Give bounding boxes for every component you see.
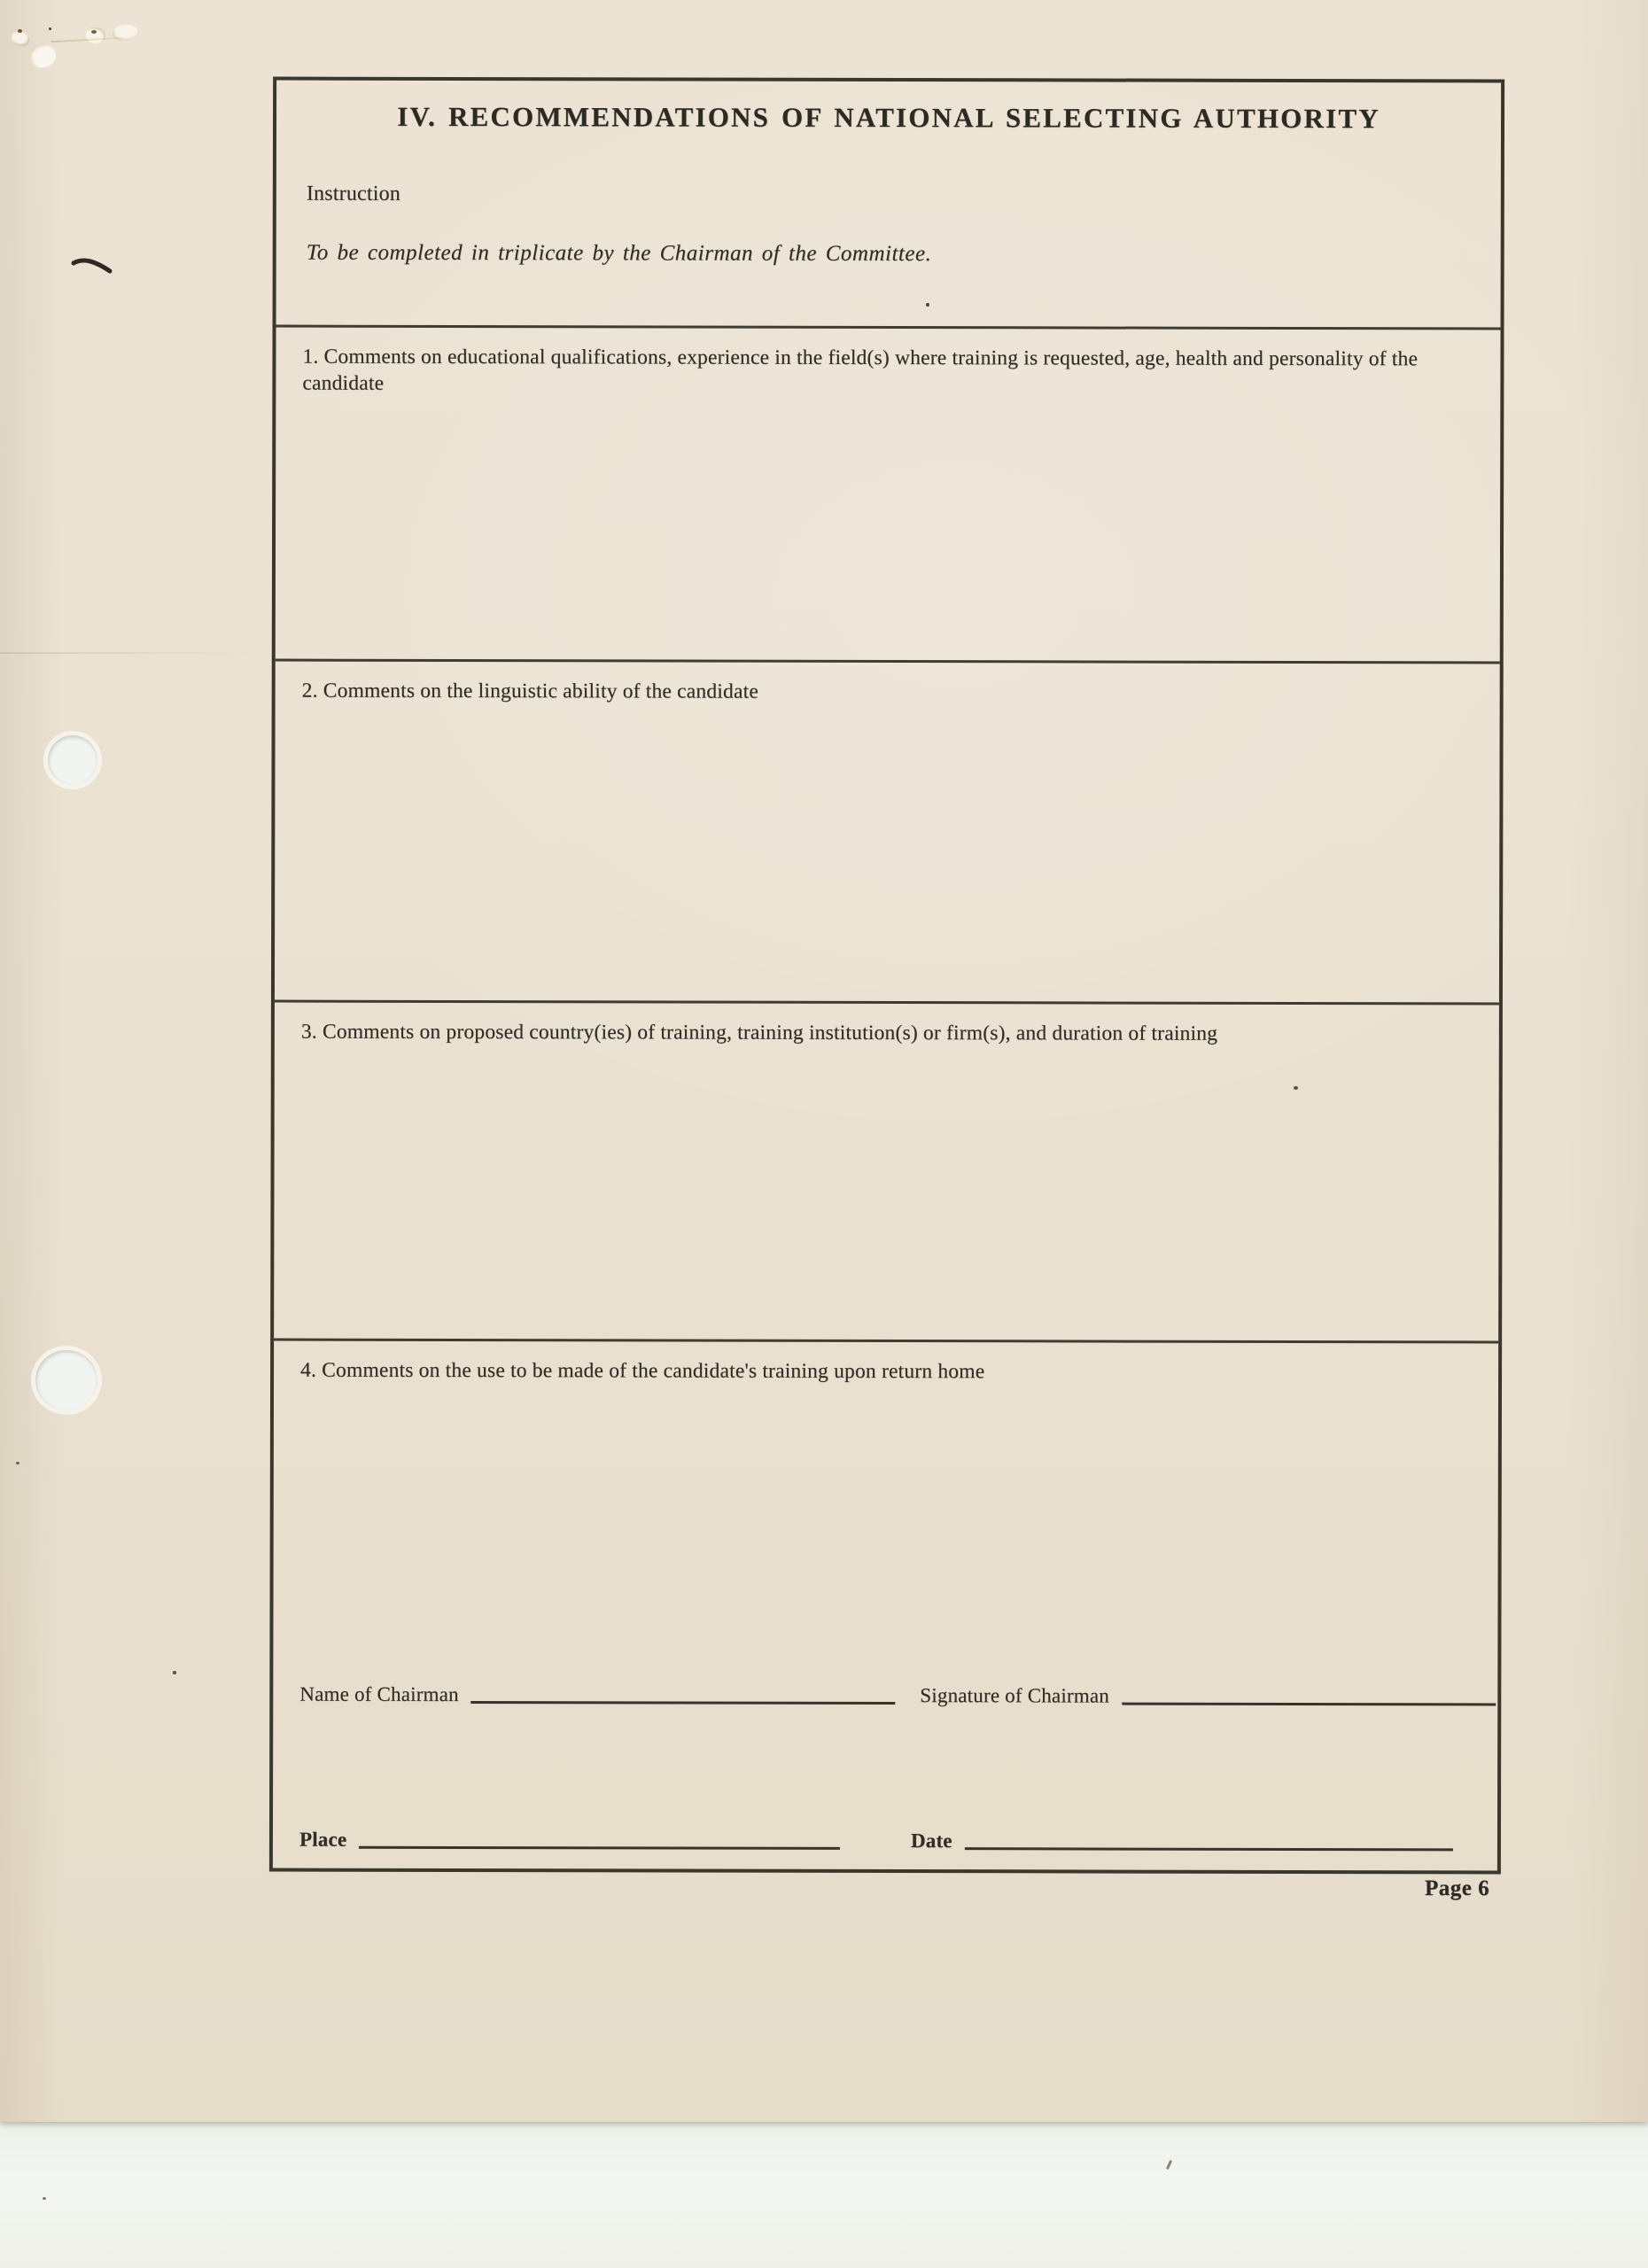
- torn-staple-mark: [85, 27, 106, 45]
- place-row: [299, 1827, 840, 1854]
- section-comments-linguistic: [275, 659, 1500, 1003]
- section-label: 4. Comments on the use to be made of the candidate's training upon return home: [300, 1358, 985, 1384]
- signature-of-chairman-field: [1122, 1703, 1496, 1706]
- scanner-background: [0, 2122, 1648, 2268]
- name-of-chairman-label: Name of Chairman: [299, 1682, 459, 1705]
- paper-crease: [0, 652, 266, 654]
- section-label: 3. Comments on proposed country(ies) of training, training institution(s) or firm(s), and duration of training: [300, 1020, 1218, 1045]
- section-label: 2. Comments on the linguistic ability of the candidate: [301, 679, 759, 703]
- form-box: [269, 77, 1504, 1875]
- torn-staple-mark: [27, 42, 58, 70]
- section-comments-country: [274, 1000, 1499, 1341]
- instruction-note: To be completed in triplicate by the Chairman of the Committee.: [306, 240, 932, 267]
- section-comments-qualifications: [276, 325, 1501, 662]
- form-header-section: [276, 81, 1502, 328]
- page-number: Page 6: [1425, 1876, 1490, 1900]
- date-row: [911, 1828, 1476, 1855]
- ink-speck: [16, 1462, 19, 1464]
- date-label: Date: [910, 1829, 952, 1852]
- place-label: Place: [299, 1828, 347, 1851]
- name-of-chairman-field: [471, 1701, 896, 1705]
- name-of-chairman-row: [299, 1682, 895, 1709]
- ink-speck: [18, 29, 22, 33]
- signature-of-chairman-row: [920, 1682, 1496, 1710]
- instruction-label: Instruction: [306, 182, 401, 206]
- ink-speck: [91, 30, 97, 34]
- section-comments-use-of-training: [273, 1339, 1498, 1871]
- form-title: IV. RECOMMENDATIONS OF NATIONAL SELECTING AUTHORITY: [397, 100, 1380, 135]
- section-label: 1. Comments on educational qualifications, experience in the field(s) where training is requested, age, health and personality of the candidate: [302, 345, 1419, 395]
- place-field: [359, 1846, 840, 1850]
- hole-punch-bottom: [35, 1350, 97, 1410]
- hole-punch-top: [48, 735, 97, 785]
- pen-dash-mark: [69, 255, 119, 278]
- signature-of-chairman-label: Signature of Chairman: [920, 1684, 1110, 1707]
- ink-speck: [49, 27, 51, 30]
- ink-speck: [173, 1671, 176, 1674]
- ink-speck: [43, 2197, 46, 2200]
- date-field: [965, 1847, 1453, 1851]
